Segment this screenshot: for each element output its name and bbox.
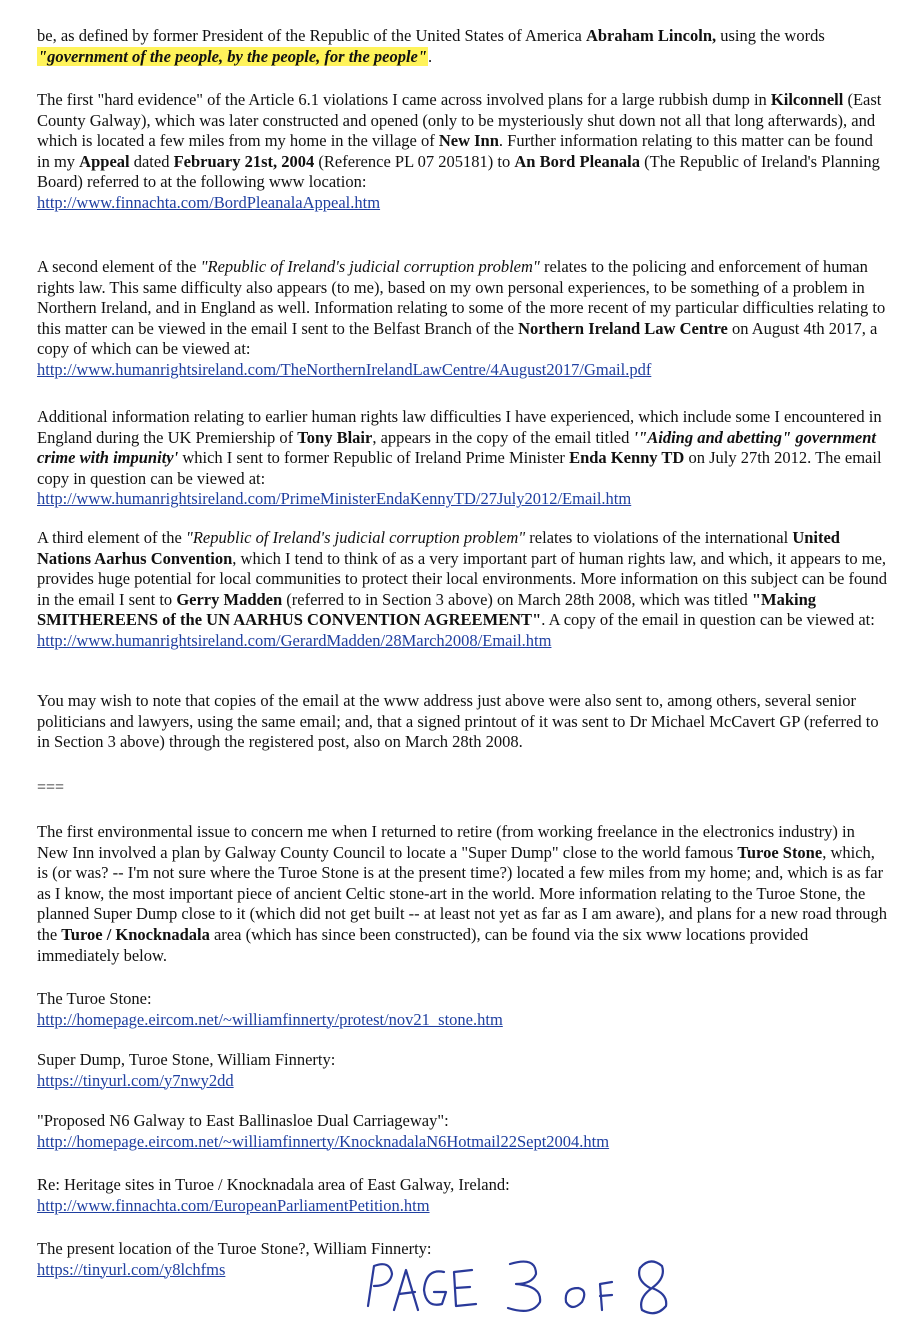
text-span: . A copy of the email in question can be viewed at: — [541, 610, 875, 630]
link-label: Re: Heritage sites in Turoe / Knocknadala area of East Galway, Ireland: — [37, 1175, 510, 1194]
paragraph-lincoln — [37, 26, 889, 67]
bold-name: Abraham Lincoln, — [585, 26, 717, 45]
text-span: A third element of the — [37, 528, 186, 547]
paragraph-text — [37, 528, 889, 631]
highlighted-quote: "government of the people, by the people, for the people" — [38, 46, 428, 66]
text-span: A second element of the — [37, 257, 201, 276]
bold-org: An Bord Pleanala — [514, 151, 640, 171]
text-span: relates to the policing and enforcement of human rights law. This same difficulty also appears (to me), based on my own personal experiences, to be something of a problem in Northern Ireland, and in England as well. Information relating to some of the more recent of my particular difficulties relating to this matter can be viewed in the email I sent to the Belfast Branch of the — [37, 257, 886, 338]
bold-italic-title: '"Aiding and abetting" government crime with impunity' — [37, 427, 876, 468]
link-block-n6-carriageway — [37, 1111, 889, 1152]
paragraph-turoe-stone — [37, 822, 889, 966]
paragraph-email-copies — [37, 691, 889, 753]
link-label: The Turoe Stone: — [37, 989, 152, 1008]
text-span: on August 4th 2017, a copy of which can be viewed at: — [37, 318, 878, 359]
text-span: dated — [129, 151, 174, 171]
bold-org: United Nations Aarhus Convention — [37, 528, 840, 568]
turoe-location-link[interactable]: https://tinyurl.com/y8lchfms — [37, 1259, 226, 1279]
link-label: Super Dump, Turoe Stone, William Finnerty: — [37, 1050, 336, 1069]
link-block-heritage-sites — [37, 1175, 889, 1216]
link-block-turoe-stone — [37, 989, 889, 1030]
text-span: , appears in the copy of the email titled — [372, 427, 634, 447]
handwritten-page-number — [360, 1252, 680, 1320]
super-dump-link[interactable]: https://tinyurl.com/y7nwy2dd — [37, 1070, 234, 1090]
paragraph-text — [37, 257, 889, 360]
bold-name: Gerry Madden — [176, 589, 283, 609]
paragraph-text — [37, 90, 889, 193]
text-span: using the words — [716, 26, 825, 45]
paragraph-text — [37, 407, 889, 489]
paragraph-kilconnell-dump — [37, 90, 889, 214]
heritage-sites-link[interactable]: http://www.finnachta.com/EuropeanParliamentPetition.htm — [37, 1195, 430, 1215]
bold-place: Turoe Stone — [737, 842, 823, 862]
turoe-stone-link[interactable]: http://homepage.eircom.net/~williamfinnerty/protest/nov21_stone.htm — [37, 1009, 503, 1029]
bold-place: Kilconnell — [770, 90, 844, 109]
text-span: . Further information relating to this matter can be found in my — [37, 131, 873, 171]
bold-term: Appeal — [79, 151, 130, 171]
bold-place: Turoe / Knocknadala — [61, 924, 210, 944]
text-span: , which, is (or was? -- I'm not sure where the Turoe Stone is at the present time?) located a few miles from my home; and, which is as far as I know, the most important piece of ancient Celtic stone-art in the world. More information relating to the Turoe Stone, the planned Super Dump close to it (which did not get built -- at least not yet as far as I am aware), and plans for a new road through the — [37, 842, 887, 944]
text-span: The first environmental issue to concern me when I returned to retire (from working freelance in the electronics industry) in New Inn involved a plan by Galway County Council to locate a "Super Dump" close to the world famous — [37, 822, 855, 862]
paragraph-aarhus-convention — [37, 528, 889, 652]
bold-place: New Inn — [438, 131, 499, 151]
paragraph-text — [37, 26, 889, 67]
text-span: be, as defined by former President of the Republic of the United States of America — [37, 26, 586, 45]
italic-quote: "Republic of Ireland's judicial corruption problem" — [200, 257, 540, 276]
paragraph-human-rights-policing — [37, 257, 889, 381]
text-span: , which I tend to think of as a very important part of human rights law, and which, it appears to me, provides huge potential for local communities to protect their local environments. More information on this subject can be found in the email I sent to — [37, 548, 887, 609]
link-block-super-dump — [37, 1050, 889, 1091]
link-label: The present location of the Turoe Stone?, William Finnerty: — [37, 1239, 432, 1258]
text-span: relates to violations of the international — [525, 528, 793, 547]
text-span: area (which has since been constructed), can be found via the six www locations provided immediately below. — [37, 924, 809, 965]
bold-name: Enda Kenny TD — [569, 448, 685, 468]
italic-quote: "Republic of Ireland's judicial corruption problem" — [185, 528, 526, 547]
bold-title: "Making SMITHEREENS of the UN AARHUS CONVENTION AGREEMENT" — [37, 589, 817, 630]
text-span: (referred to in Section 3 above) on March 28th 2008, which was titled — [282, 589, 752, 609]
ni-law-centre-link[interactable]: http://www.humanrightsireland.com/TheNorthernIrelandLawCentre/4August2017/Gmail.pdf — [37, 359, 652, 379]
gerard-madden-email-link[interactable]: http://www.humanrightsireland.com/GerardMadden/28March2008/Email.htm — [37, 630, 552, 650]
text-span: on July 27th 2012. The email copy in question can be viewed at: — [37, 448, 882, 488]
enda-kenny-email-link[interactable]: http://www.humanrightsireland.com/PrimeMinisterEndaKennyTD/27July2012/Email.htm — [37, 489, 632, 509]
link-label: "Proposed N6 Galway to East Ballinasloe Dual Carriageway": — [37, 1111, 449, 1130]
text-span: Additional information relating to earlier human rights law difficulties I have experienced, which include some I encountered in England during the UK Premiership of — [37, 407, 882, 447]
n6-carriageway-link[interactable]: http://homepage.eircom.net/~williamfinnerty/KnocknadalaN6Hotmail22Sept2004.htm — [37, 1131, 610, 1151]
text-span: (The Republic of Ireland's Planning Board) referred to at the following www location: — [37, 151, 880, 192]
text-span: . — [428, 46, 433, 66]
bold-date: February 21st, 2004 — [173, 151, 315, 171]
bold-name: Tony Blair — [297, 427, 373, 447]
text-span: (East County Galway), which was later constructed and opened (only to be mysteriously shut down not all that long afterwards), and which is located a few miles from my home in the village of — [37, 90, 882, 151]
bold-org: Northern Ireland Law Centre — [518, 318, 728, 338]
text-span: The first "hard evidence" of the Article 6.1 violations I came across involved plans for a large rubbish dump in — [37, 90, 771, 109]
section-separator: === — [37, 779, 65, 796]
paragraph-aiding-abetting — [37, 407, 889, 510]
text-span: which I sent to former Republic of Ireland Prime Minister — [178, 448, 570, 468]
text-span: (Reference PL 07 205181) to — [314, 151, 515, 171]
paragraph-text — [37, 822, 889, 966]
paragraph-text: You may wish to note that copies of the email at the www address just above were also sent to, among others, several senior politicians and lawyers, using the same email; and, that a signed printout of it was sent to Dr Michael McCavert GP (referred to in Section 3 above) through the registered post, also on March 28th 2008. — [37, 691, 879, 752]
bord-pleanala-appeal-link[interactable]: http://www.finnachta.com/BordPleanalaAppeal.htm — [37, 192, 381, 212]
